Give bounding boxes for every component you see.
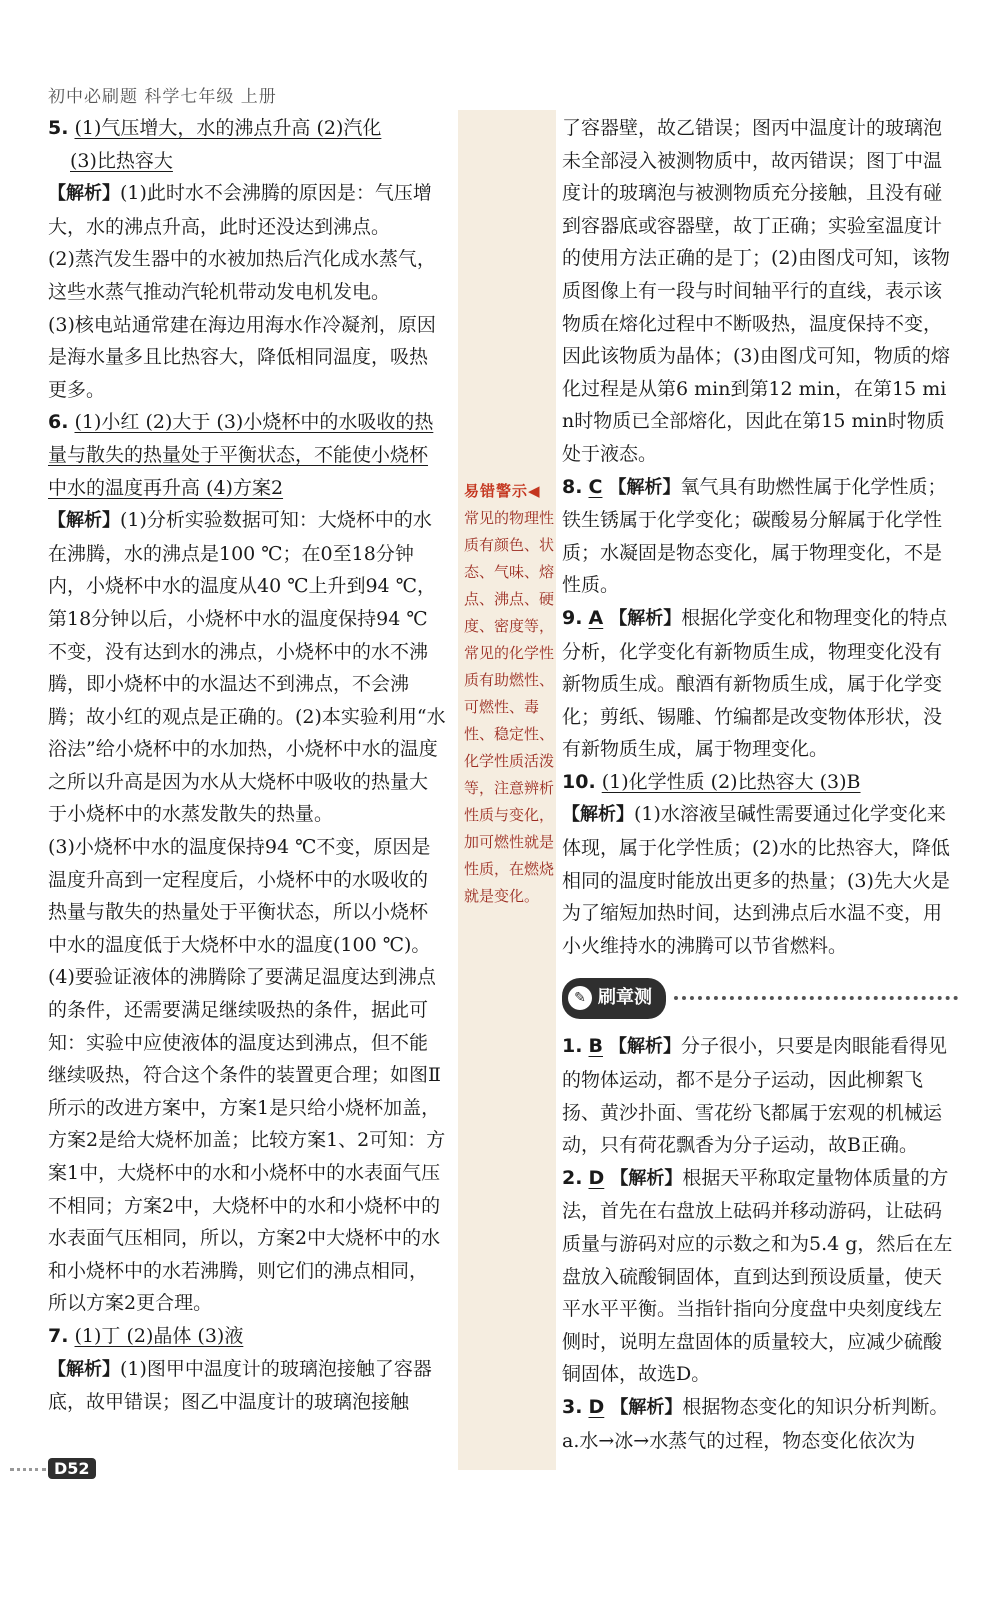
analysis-label: 【解析】 [609, 607, 682, 629]
question-number: 3. [562, 1395, 583, 1418]
chapter-question-3 [562, 1391, 958, 1425]
analysis-label: 【解析】 [608, 476, 681, 498]
question-number: 2. [562, 1166, 583, 1189]
arrow-left-icon: ◀ [528, 482, 540, 500]
answer: (1)气压增大，水的沸点升高 (2)汽化 [74, 117, 382, 139]
running-header: 初中必刷题 科学七年级 上册 [48, 87, 277, 107]
analysis-text: 根据物态变化的知识分析判断。 [682, 1395, 949, 1418]
question-10 [562, 766, 958, 799]
analysis-text: 氧气具有助燃性属于化学性质；铁生锈属于化学变化；碳酸易分解属于化学性质；水凝固是物态变化，属于物理变化，不是性质。 [562, 475, 947, 597]
question-9 [562, 602, 958, 766]
question-number: 8. [562, 475, 583, 498]
analysis-label: 【解析】 [562, 804, 634, 826]
analysis-label: 【解析】 [48, 1358, 120, 1380]
question-number: 6. [48, 411, 69, 434]
analysis [48, 177, 446, 243]
question-7 [48, 1320, 446, 1353]
analysis [48, 1353, 446, 1419]
analysis-continued: 了容器壁，故乙错误；图丙中温度计的玻璃泡未全部浸入被测物质中，故丙错误；图丁中温度计的玻璃泡与被测物质充分接触，且没有碰到容器底或容器壁，故丁正确；实验室温度计的使用方法正确的是丁；(2)由图戊可知，该物质图像上有一段与时间轴平行的直线，表示该物质在熔化过程中不断吸热，温度保持不变，因此该物质为晶体；(3)由图戊可知，物质的熔化过程是从第6 min到第12 min，在第15 min时物质已全部熔化，因此在第15 min时物质处于液态。 [562, 117, 950, 465]
question-6 [48, 406, 446, 504]
section-badge [562, 978, 666, 1019]
left-column [48, 112, 446, 1419]
question-number: 7. [48, 1324, 69, 1347]
analysis-label: 【解析】 [48, 183, 120, 205]
page-number-dots [10, 1468, 46, 1471]
page-number: D52 [48, 1458, 96, 1479]
analysis-text: (1)水溶液呈碱性需要通过化学变化来体现，属于化学性质；(2)水的比热容大，降低相同的温度时能放出更多的热量；(3)先大火是为了缩短加热时间，达到沸点后水温不变，用小火维持水的沸腾可以节省燃料。 [562, 803, 950, 957]
analysis-paragraph: (3)小烧杯中水的温度保持94 ℃不变，原因是温度升高到一定程度后，小烧杯中的水吸收的热量与散失的热量处于平衡状态，所以小烧杯中水的温度低于大烧杯中水的温度(100 ℃)。(4)要验证液体的沸腾除了要满足温度达到沸点的条件，还需要满足继续吸热的条件，据此可知：实验中应使液体的温度达到沸点，但不能继续吸热，符合这个条件的装置更合理；如图Ⅱ所示的改进方案中，方案1是只给小烧杯加盖，方案2是给大烧杯加盖；比较方案1、2可知：方案1中，大烧杯中的水和小烧杯中的水表面气压不相同；方案2中，大烧杯中的水和小烧杯中的水表面气压相同，所以，方案2中大烧杯中的水和小烧杯中的水若沸腾，则它们的沸点相同，所以方案2更合理。 [48, 836, 446, 1315]
question-number: 5. [48, 117, 69, 139]
question-5 [48, 112, 446, 177]
analysis-text: 分子很小，只要是肉眼能看得见的物体运动，都不是分子运动，因此柳絮飞扬、黄沙扑面、雪花纷飞都属于宏观的机械运动，只有荷花飘香为分子运动，故B正确。 [562, 1035, 948, 1157]
analysis-text: (1)此时水不会沸腾的原因是：气压增大，水的沸点升高，此时还没达到沸点。 [48, 182, 432, 238]
analysis-text: (1)图甲中温度计的玻璃泡接触了容器底，故甲错误；图乙中温度计的玻璃泡接触 [48, 1357, 432, 1414]
tip-title: 易错警示 [464, 482, 529, 500]
question-number: 10. [562, 770, 596, 793]
chapter-question-2 [562, 1162, 958, 1391]
analysis-paragraph: (3)核电站通常建在海边用海水作冷凝剂，原因是海水量多且比热容大，降低相同温度，吸热更多。 [48, 313, 436, 401]
analysis-text: (1)分析实验数据可知：大烧杯中的水在沸腾，水的沸点是100 ℃；在0至18分钟内，小烧杯中水的温度从40 ℃上升到94 ℃，第18分钟以后，小烧杯中水的温度保持94 ℃不变，没有达到水的沸点，小烧杯中的水不沸腾，即小烧杯中的水温达不到沸点，不会沸腾；故小红的观点是正确的。(2)本实验利用“水浴法”给小烧杯中的水加热，小烧杯中水的温度之所以升高是因为水从大烧杯中吸收的热量大于小烧杯中的水蒸发散失的热量。 [48, 509, 446, 826]
answer: (1)化学性质 (2)比热容大 (3)B [601, 770, 861, 793]
answer: A [588, 606, 604, 629]
analysis-label: 【解析】 [610, 1396, 683, 1418]
question-number: 9. [562, 606, 583, 629]
error-tip-box [464, 478, 556, 910]
analysis-paragraph: (2)蒸汽发生器中的水被加热后汽化成水蒸气，这些水蒸气推动汽轮机带动发电机发电。 [48, 248, 436, 303]
section-title: 刷章测 [598, 987, 652, 1009]
right-column [562, 112, 958, 1457]
analysis-text: 根据化学变化和物理变化的特点分析，化学变化有新物质生成，物理变化没有新物质生成。酿酒有新物质生成，属于化学变化；剪纸、锡雕、竹编都是改变物体形状，没有新物质生成，属于物理变化。 [562, 606, 948, 761]
answer: B [588, 1035, 603, 1058]
analysis-label: 【解析】 [609, 1036, 682, 1058]
tip-text: 常见的物理性质有颜色、状态、气味、熔点、沸点、硬度、密度等，常见的化学性质有助燃性、可燃性、毒性、稳定性、化学性质活泼等，注意辨析性质与变化，加可燃性就是性质，在燃烧就是变化。 [464, 509, 555, 905]
pencil-icon: ✎ [568, 986, 592, 1010]
answer: C [588, 475, 603, 498]
analysis-paragraph: a.水→冰→水蒸气的过程，物态变化依次为 [562, 1429, 916, 1452]
answer: D [588, 1166, 605, 1189]
analysis-label: 【解析】 [610, 1167, 683, 1189]
answer: (3)比热容大 [70, 149, 173, 172]
answer: (1)小红 (2)大于 (3)小烧杯中的水吸收的热量与散失的热量处于平衡状态，不能使小烧杯中水的温度再升高 (4)方案2 [48, 411, 434, 499]
question-8 [562, 471, 958, 602]
analysis-text: 根据天平称取定量物体质量的方法，首先在右盘放上砝码并移动游码，让砝码质量与游码对应的示数之和为5.4 g，然后在左盘放入硫酸铜固体，直到达到预设质量，使天平水平平衡。当指针指向分度盘中央刻度线左侧时，说明左盘固体的质量较大，应减少硫酸铜固体，故选D。 [562, 1166, 953, 1386]
answer: D [588, 1395, 605, 1418]
analysis [48, 504, 446, 831]
chapter-test-banner [562, 976, 958, 1020]
analysis-label: 【解析】 [48, 510, 120, 532]
answer: (1)丁 (2)晶体 (3)液 [74, 1324, 244, 1347]
dotted-divider [674, 996, 958, 1000]
question-number: 1. [562, 1035, 583, 1058]
chapter-question-1 [562, 1030, 958, 1161]
analysis [562, 798, 958, 962]
